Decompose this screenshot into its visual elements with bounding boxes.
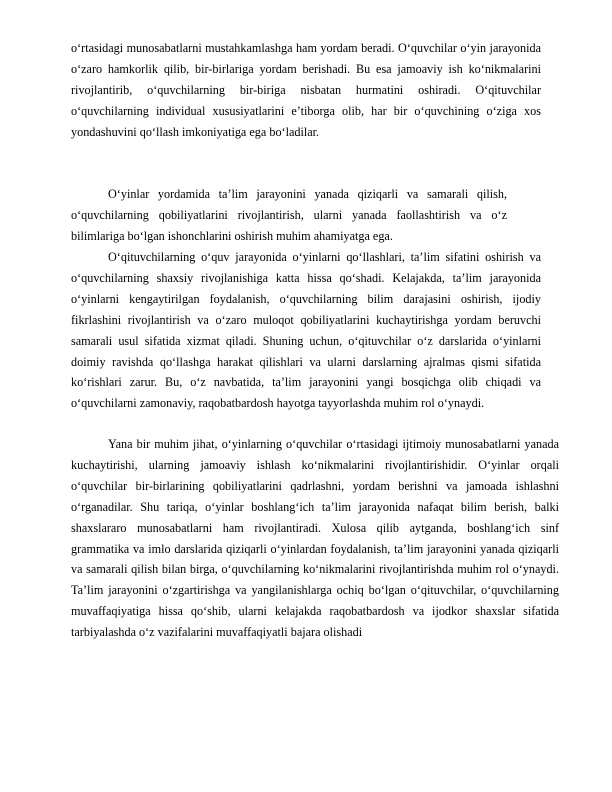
- paragraph-3: O‘qituvchilarning o‘quv jarayonida o‘yinlarni qo‘llashlari, ta’lim sifatini oshirish va o‘quvchilarning shaxsiy rivojlanishiga katta hissa qo‘shadi. Kelajakda, ta’lim jarayonida o‘yinlarni kengaytirilgan foydalanish, o‘quvchilarning bilim darajasini oshirish, ijodiy fikrlashini rivojlantirish va o‘zaro muloqot qobiliyatlarini kuchaytirishga yordam beruvchi samarali usul sifatida xizmat qiladi. Shuning uchun, o‘qituvchilar o‘z darslarida o‘yinlarni doimiy ravishda qo‘llashga harakat qilishlari va ularni darslarning ajralmas qismi sifatida ko‘rishlari zarur. Bu, o‘z navbatida, ta’lim jarayonini yangi bosqichga olib chiqadi va o‘quvchilarni zamonaviy, raqobatbardosh hayotga tayyorlashda muhim rol o‘ynaydi.: [71, 250, 541, 411]
- paragraph-4: Yana bir muhim jihat, o‘yinlarning o‘quvchilar o‘rtasidagi ijtimoiy munosabatlarni yanada kuchaytirishi, ularning jamoaviy ishlash ko‘nikmalarini rivojlantirishidir. O‘yinlar orqali o‘quvchilar bir-birlarining qobiliyatlarini qadrlashni, yordam berishni va jamoada ishlashni o‘rganadilar. Shu tariqa, o‘yinlar boshlang‘ich ta’lim jarayonida nafaqat bilim berish, balki shaxslararo munosabatlarni ham rivojlantiradi. Xulosa qilib aytganda, boshlang‘ich sinf grammatika va imlo darslarida qiziqarli o‘yinlardan foydalanish, ta’lim jarayonini yanada qiziqarli va samarali qilish bilan birga, o‘quvchilarning ko‘nikmalarini rivojlantirishda muhim rol o‘ynaydi. Ta’lim jarayonini o‘zgartirishga va yangilanishlarga ochiq bo‘lgan o‘qituvchilar, o‘quvchilarning muvaffaqiyatiga hissa qo‘shib, ularni kelajakda raqobatbardosh va ijodkor shaxslar sifatida tarbiyalashda o‘z vazifalarini muvaffaqiyatli bajara olishadi: [71, 437, 559, 640]
- paragraph-1: o‘rtasidagi munosabatlarni mustahkamlashga ham yordam beradi. O‘quvchilar o‘yin jarayonida o‘zaro hamkorlik qilib, bir-birlariga yordam berishadi. Bu esa jamoaviy ish ko‘nikmalarini rivojlantirib, o‘quvchilarning bir-biriga nisbatan hurmatini oshiradi. O‘qituvchilar o‘quvchilarning individual xususiyatlarini e’tiborga olib, har bir o‘quvchining o‘ziga xos yondashuvini qo‘llash imkoniyatiga ega bo‘ladilar.: [71, 41, 541, 139]
- paragraph-2: O‘yinlar yordamida ta’lim jarayonini yanada qiziqarli va samarali qilish, o‘quvchilarning qobiliyatlarini rivojlantirish, ularni yanada faollashtirish va o‘z bilimlariga bo‘lgan ishonchlarini oshirish muhim ahamiyatga ega.: [71, 187, 507, 243]
